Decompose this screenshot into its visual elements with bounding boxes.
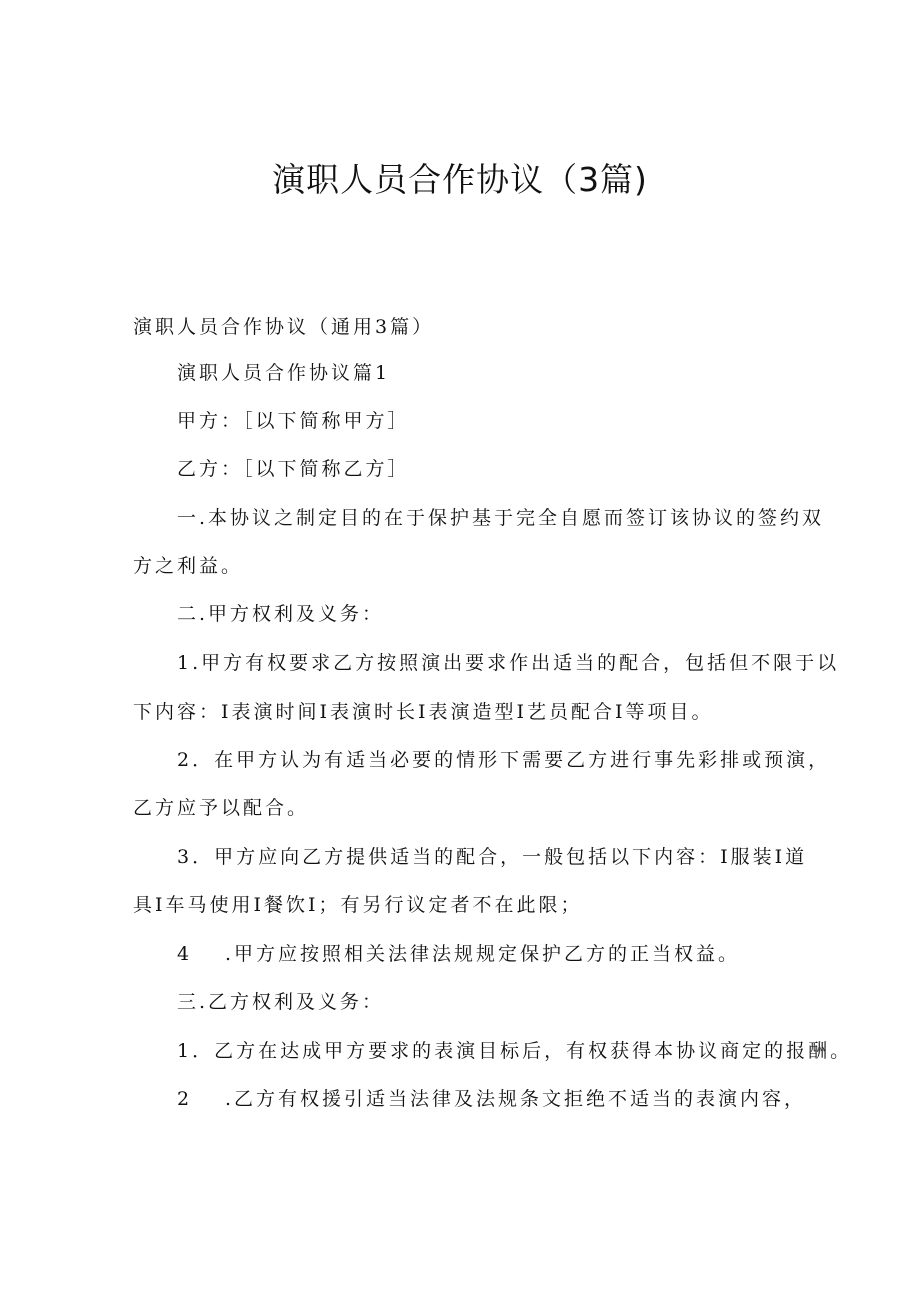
clause-1-line-1: 一.本协议之制定目的在于保护基于完全自愿而签订该协议的签约双 [177, 507, 825, 529]
section-2-item-3-line-2: 具I车马使用I餐饮I；有另行议定者不在此限； [133, 894, 583, 916]
document-subtitle: 演职人员合作协议（通用3篇） [133, 316, 435, 338]
section-2-item-1-line-2: 下内容：I表演时间I表演时长I表演造型I艺员配合I等项目。 [133, 701, 714, 723]
party-b-line: 乙方：［以下简称乙方］ [177, 458, 410, 480]
section-2-item-2-line-1: 2．在甲方认为有适当必要的情形下需要乙方进行事先彩排或预演， [177, 749, 831, 771]
party-a-line: 甲方：［以下简称甲方］ [177, 410, 410, 432]
section-2-item-4 [177, 938, 740, 970]
clause-1-line-2: 方之利益。 [133, 555, 244, 577]
section-2-item-3-line-1: 3．甲方应向乙方提供适当的配合，一般包括以下内容：I服装I道 [177, 846, 808, 868]
section-3-item-2 [177, 1083, 806, 1115]
section-2-item-4-text: .甲方应按照相关法律法规规定保护乙方的正当权益。 [225, 943, 741, 965]
section-2-heading: 二.甲方权利及义务： [177, 603, 385, 625]
section-2-item-2-line-2: 乙方应予以配合。 [133, 797, 310, 819]
section-heading: 演职人员合作协议篇1 [177, 362, 391, 384]
section-2-item-4-number: 4 [177, 943, 193, 965]
section-3-heading: 三.乙方权利及义务： [177, 991, 385, 1013]
section-2-item-1-line-1: 1.甲方有权要求乙方按照演出要求作出适当的配合，包括但不限于以 [177, 652, 840, 674]
section-3-item-2-text: .乙方有权援引适当法律及法规条文拒绝不适当的表演内容， [225, 1088, 807, 1110]
document-title: 演职人员合作协议（3篇) [272, 160, 648, 199]
section-3-item-2-number: 2 [177, 1088, 193, 1110]
section-3-item-1: 1．乙方在达成甲方要求的表演目标后，有权获得本协议商定的报酬。 [177, 1040, 853, 1062]
